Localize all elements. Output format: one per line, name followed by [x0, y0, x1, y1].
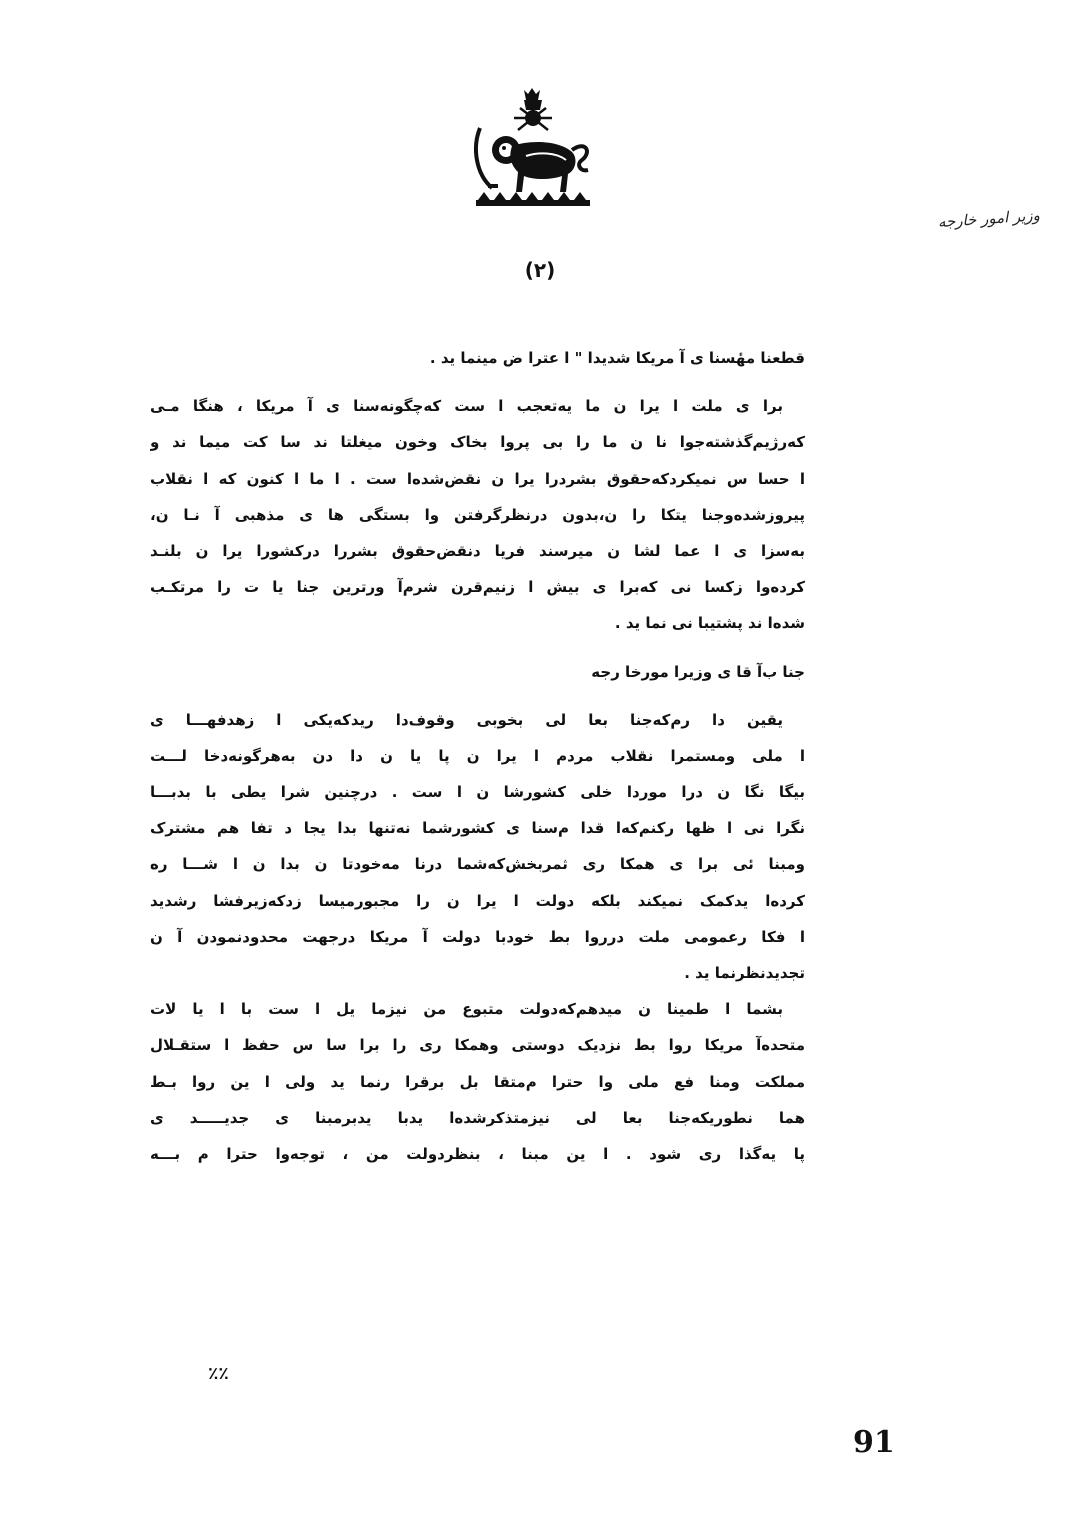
- lion-and-sun-emblem-icon: [468, 88, 598, 218]
- text-line: بیگا نگا ن درا موردا خلی کشورشا ن ا ست . درچنین شرا یطی با بدبـــا: [150, 783, 805, 802]
- text-line: کرده‌وا زکسا نی که‌برا ی بیش ا زنیم‌قرن شرم‌آ ورترین جنا یا ت را مرتکـب: [150, 578, 805, 597]
- section-marker: (۲): [524, 258, 556, 282]
- text-line: یقین دا رم‌که‌جنا بعا لی بخوبی وقوف‌دا ریدکه‌یکی ا زهدفهـــا ی: [150, 710, 783, 729]
- text-line: برا ی ملت ا یرا ن ما یه‌تعجب ا ست که‌چگونه‌سنا ی آ مریکا ، هنگا مـی: [150, 397, 783, 416]
- text-line: شده‌ا ند پشتیبا نی نما ید .: [614, 614, 805, 633]
- text-line: نگرا نی ا ظها رکنم‌که‌ا قدا م‌سنا ی کشورشما نه‌تنها بدا یجا د تفا هم مشترک: [150, 819, 805, 838]
- text-line: بشما ا طمینا ن میدهم‌که‌دولت متبوع من نیزما یل ا ست با ا یا لات: [150, 1000, 783, 1019]
- salutation: جنا ب‌آ قا ی وزیرا مورخا رجه: [591, 662, 805, 681]
- text-line: ا فکا رعمومی ملت درروا بط خودبا دولت آ مریکا درجهت محدودنمودن آ ن: [150, 927, 805, 946]
- text-line: ا حسا س نمیکردکه‌حقوق بشردرا یرا ن نقض‌شده‌ا ست . ا ما ا کنون که ا نقلاب: [150, 469, 805, 488]
- text-line: متحده‌آ مریکا روا بط نزدیک دوستی وهمکا ری را برا سا س حفظ ا ستقـلال: [150, 1036, 805, 1055]
- text-line: پا یه‌گذا ری شود . ا ین مبنا ، بنظردولت من ، توجه‌وا حترا م بـــه: [150, 1144, 805, 1163]
- ministry-signature: وزیر امور خارجه: [937, 206, 1041, 232]
- text-line: مملکت ومنا فع ملی وا حترا م‌متقا بل برقرا رنما ید ولی ا ین روا بـط: [150, 1072, 805, 1091]
- text-line: هما نطوریکه‌جنا بعا لی نیزمتذکرشده‌ا یدبا یدبرمبنا ی جدیـــــد ی: [150, 1108, 805, 1127]
- text-line: قطعنا مهٔسنا ی آ مریکا شدیدا " ا عترا ض مینما ید .: [429, 349, 805, 367]
- page-number: 91: [853, 1425, 895, 1460]
- text-line: پیروزشده‌وجنا یتکا را ن،بدون درنظرگرفتن وا بستگی ها ی مذهبی آ نـا ن،: [150, 505, 805, 524]
- letter-body: [150, 340, 805, 1172]
- text-line: ا ملی ومستمرا نقلاب مردم ا یرا ن پا یا ن دا دن به‌هرگونه‌دخا لـــت: [150, 746, 805, 765]
- text-line: کرده‌ا یدکمک نمیکند بلکه دولت ا یرا ن را مجبورمیسا زدکه‌زیرفشا رشدید: [150, 891, 805, 910]
- text-line: ومبنا ئی برا ی همکا ری ثمربخش‌که‌شما درنا مه‌خودتا ن بدا ن ا شـــا ره: [150, 855, 805, 874]
- text-line: به‌سزا ی ا عما لشا ن میرسند فریا دنقض‌حقوق بشررا درکشورا یرا ن بلنـد: [150, 541, 805, 560]
- footer-mark: ٪٪: [208, 1364, 229, 1384]
- text-line: که‌رژیم‌گذشته‌جوا نا ن ما را بی پروا بخاک وخون میغلتا ند سا کت میما ند و: [150, 433, 805, 452]
- text-line: تجدیدنظرنما ید .: [684, 964, 805, 982]
